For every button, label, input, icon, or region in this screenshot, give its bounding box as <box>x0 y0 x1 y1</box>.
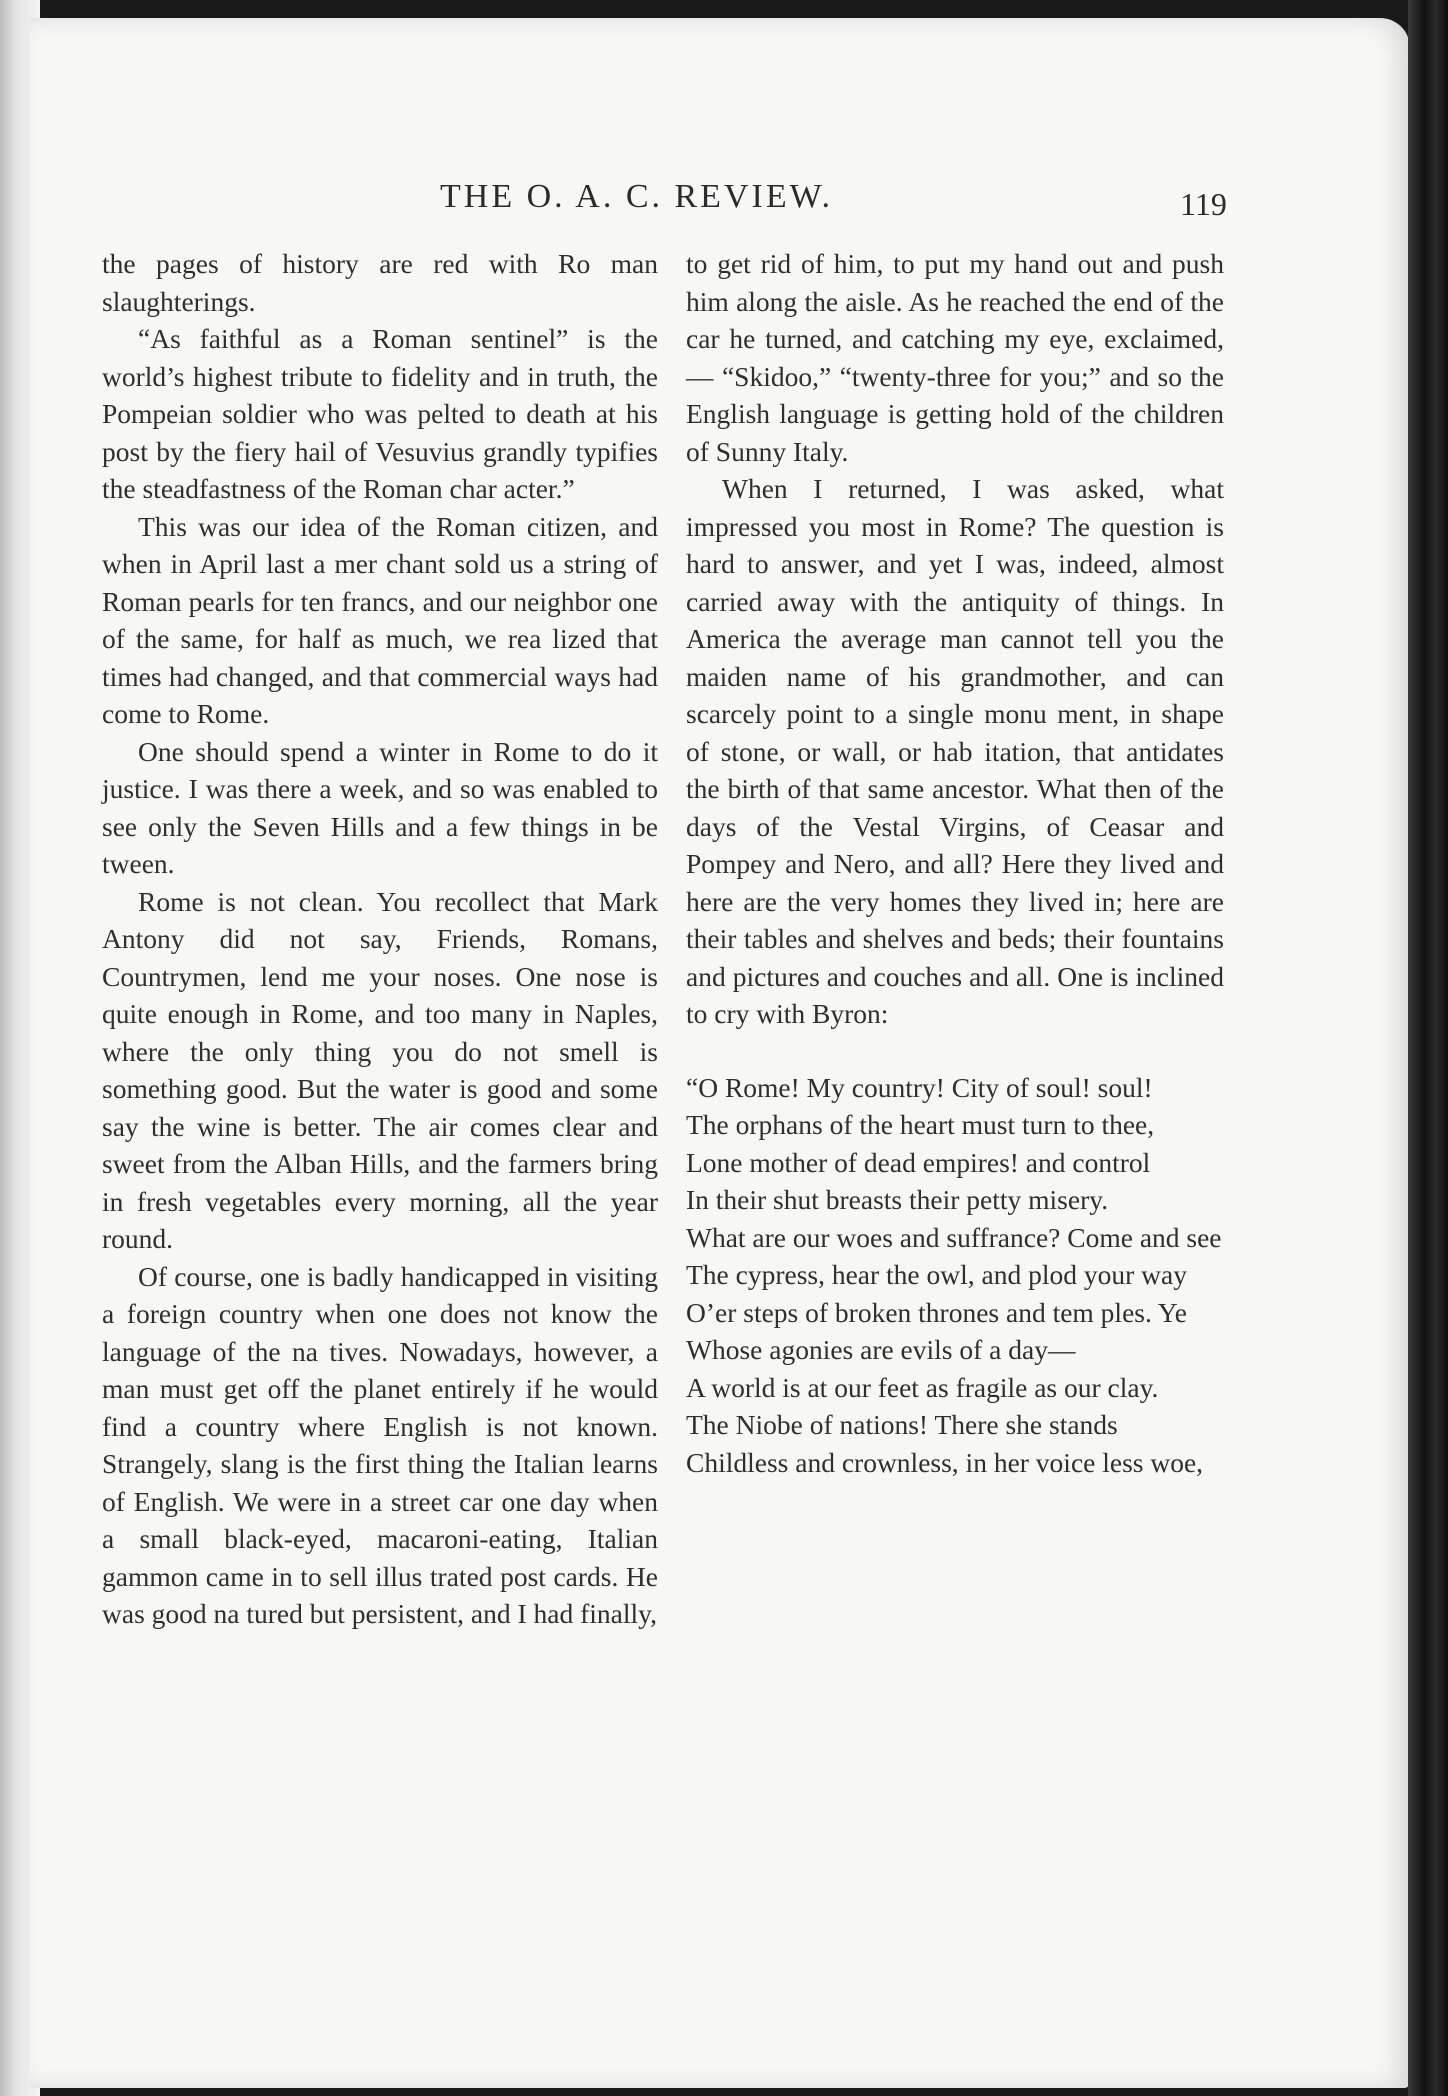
poem-line: In their shut breasts their petty misery. <box>686 1184 1109 1215</box>
book-spine <box>1408 0 1448 2096</box>
paragraph: “As faithful as a Roman sentinel” is the world’s highest tribute to fidelity and in truth, the Pompeian soldier who was pelted to death at his post by the fiery hail of Vesuvius grandly typifies the steadfastness of the Roman char acter.” <box>102 323 658 504</box>
paragraph: This was our idea of the Roman citizen, and when in April last a mer chant sold us a string of Roman pearls for ten francs, and our neighbor one of the same, for half as much, we rea lized that times had changed, and that commercial ways had come to Rome. <box>102 510 658 729</box>
paragraph: Rome is not clean. You recollect that Mark Antony did not say, Friends, Romans, Countrymen, lend me your noses. One nose is quite enough in Rome, and too many in Naples, where the only thing you do not smell is something good. But the water is good and some say the wine is better. The air comes clear and sweet from the Alban Hills, and the farmers bring in fresh vegetables every morning, all the year round. <box>102 885 658 1254</box>
paragraph: One should spend a winter in Rome to do it justice. I was there a week, and so was enabled to see only the Seven Hills and a few things in be tween. <box>102 735 658 879</box>
poem-line: Childless and crownless, in her voice less woe, <box>686 1446 1204 1478</box>
poem-line: “O Rome! My country! City of soul! soul! <box>686 1071 1153 1103</box>
poem-line: A world is at our feet as fragile as our clay. <box>686 1371 1159 1403</box>
poem-line: Whose agonies are evils of a day— <box>686 1334 1076 1365</box>
paragraph: to get rid of him, to put my hand out and push him along the aisle. As he reached the end of the car he turned, and catching my eye, exclaimed,— “Skidoo,” “twenty-three for you;” and so the English language is getting hold of the children of Sunny Italy. <box>686 248 1224 467</box>
running-header: THE O. A. C. REVIEW. <box>440 178 834 215</box>
byron-poem <box>686 1069 1224 1482</box>
paragraph: Of course, one is badly handicapped in visiting a foreign country when one does not know the language of the na tives. Nowadays, however, a man must get off the planet entirely if he would find a country where English is not known. Strangely, slang is the first thing the Italian learns of English. We were in a street car one day when a small black-eyed, macaroni-eating, Italian gammon came in to sell illus trated post cards. He was good na tured but persistent, and I had finally, <box>102 1260 658 1629</box>
page-number: 119 <box>1180 186 1227 222</box>
poem-line: O’er steps of broken thrones and tem ples. Ye <box>686 1296 1188 1328</box>
poem-line: The Niobe of nations! There she stands <box>686 1409 1118 1440</box>
right-column <box>686 245 1224 1481</box>
left-column <box>102 245 658 1633</box>
paragraph: the pages of history are red with Ro man slaughterings. <box>102 248 658 317</box>
poem-line: The cypress, hear the owl, and plod your way <box>686 1259 1187 1290</box>
poem-line: What are our woes and suffrance? Come and see <box>686 1221 1222 1253</box>
poem-line: Lone mother of dead empires! and control <box>686 1146 1151 1178</box>
poem-line: The orphans of the heart must turn to thee, <box>686 1109 1155 1140</box>
paragraph: When I returned, I was asked, what impressed you most in Rome? The question is hard to answer, and yet I was, indeed, almost carried away with the antiquity of things. In America the average man cannot tell you the maiden name of his grandmother, and can scarcely point to a single monu ment, in shape of stone, or wall, or hab itation, that antidates the birth of that same ancestor. What then of the days of the Vestal Virgins, of Ceasar and Pompey and Nero, and all? Here they lived and here are the very homes they lived in; here are their tables and shelves and beds; their fountains and pictures and couches and all. One is inclined to cry with Byron: <box>686 473 1224 1029</box>
